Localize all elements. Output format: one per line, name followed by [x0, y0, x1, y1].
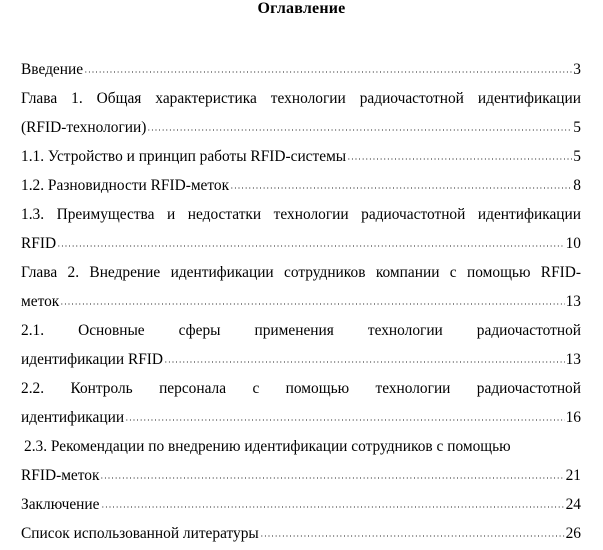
toc-entry-label: 2.1. Основные сферы применения технологии радиочастотной: [21, 322, 581, 339]
dot-leader: [347, 158, 572, 160]
dot-leader: [84, 71, 572, 73]
toc-entry-chapter-2-line-1: [21, 258, 581, 287]
toc-entry-page: 16: [565, 409, 581, 426]
dot-leader: [57, 245, 565, 247]
toc-entry-page: 8: [573, 177, 581, 194]
toc-entry-page: 5: [573, 119, 581, 136]
toc-entry-section-2-3-line-1: [21, 432, 581, 461]
toc-entry-section-2-2-line-2: [21, 403, 581, 432]
toc-entry-chapter-1-line-1: [21, 84, 581, 113]
toc-entry-label: Список использованной литературы: [21, 525, 259, 542]
toc-entry-page: 26: [565, 525, 581, 542]
toc-entry-page: 24: [565, 496, 581, 513]
toc-entry-label-continuation: меток: [21, 293, 60, 310]
toc-entry-bibliography: [21, 519, 581, 548]
toc-entry-page: 3: [573, 61, 581, 78]
table-of-contents: [21, 55, 581, 548]
toc-entry-label-continuation: идентификации: [21, 409, 125, 426]
toc-entry-page: 13: [565, 351, 581, 368]
toc-entry-conclusion: [21, 490, 581, 519]
toc-entry-section-1-3-line-2: [21, 229, 581, 258]
toc-entry-label: Введение: [21, 61, 84, 78]
dot-leader: [230, 187, 572, 189]
dot-leader: [60, 303, 564, 305]
toc-entry-label-continuation: RFID: [21, 235, 57, 252]
toc-entry-chapter-2-line-2: [21, 287, 581, 316]
toc-entry-label-continuation: (RFID-технологии): [21, 119, 147, 136]
toc-entry-section-1-3-line-1: [21, 200, 581, 229]
dot-leader: [101, 506, 565, 508]
toc-entry-label: 2.2. Контроль персонала с помощью технологии радиочастотной: [21, 380, 581, 397]
toc-entry-page: 21: [565, 467, 581, 484]
page-title: Оглавление: [257, 0, 346, 17]
toc-entry-section-2-2-line-1: [21, 374, 581, 403]
toc-entry-page: 13: [565, 293, 581, 310]
toc-entry-section-2-1-line-1: [21, 316, 581, 345]
toc-entry-section-1-2: [21, 171, 581, 200]
toc-entry-chapter-1-line-2: [21, 113, 581, 142]
dot-leader: [147, 129, 572, 131]
toc-entry-label: 1.2. Разновидности RFID-меток: [21, 177, 230, 194]
toc-entry-label: 2.3. Рекомендации по внедрению идентификации сотрудников с помощью: [24, 438, 511, 455]
toc-entry-section-2-3-line-2: [21, 461, 581, 490]
toc-entry-label: Глава 1. Общая характеристика технологии радиочастотной идентификации: [21, 90, 581, 107]
toc-entry-label: Глава 2. Внедрение идентификации сотрудников компании с помощью RFID-: [21, 264, 581, 281]
dot-leader: [100, 477, 564, 479]
toc-entry-label: Заключение: [21, 496, 100, 513]
toc-entry-label-continuation: RFID-меток: [21, 467, 100, 484]
dot-leader: [125, 419, 565, 421]
toc-entry-section-1-1: [21, 142, 581, 171]
dot-leader: [164, 361, 565, 363]
toc-entry-label: 1.1. Устройство и принцип работы RFID-системы: [21, 148, 347, 165]
dot-leader: [260, 535, 565, 537]
toc-entry-page: 10: [565, 235, 581, 252]
toc-entry-label-continuation: идентификации RFID: [21, 351, 164, 368]
toc-entry-label: 1.3. Преимущества и недостатки технологии радиочастотной идентификации: [21, 206, 581, 223]
toc-entry-page: 5: [573, 148, 581, 165]
toc-entry-introduction: [21, 55, 581, 84]
toc-entry-section-2-1-line-2: [21, 345, 581, 374]
